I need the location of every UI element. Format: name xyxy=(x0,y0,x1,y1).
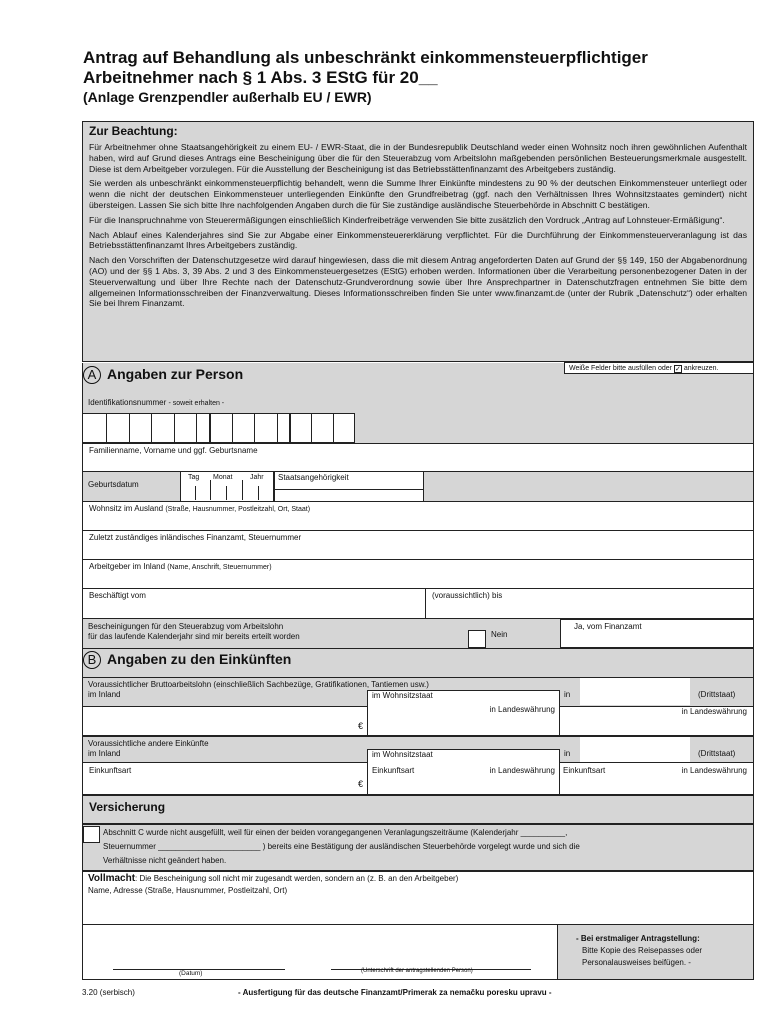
insurance-title: Versicherung xyxy=(89,800,166,814)
third-country-field[interactable] xyxy=(580,678,690,705)
tax-office-label: Zuletzt zuständiges inländisches Finanzamt, Steuernummer xyxy=(89,533,302,542)
checkmark-icon: ✓ xyxy=(675,366,681,373)
residence-field[interactable] xyxy=(82,501,754,531)
employed-from-field[interactable] xyxy=(82,588,426,619)
name-label: Familienname, Vorname und ggf. Geburtsname xyxy=(89,446,258,455)
birth-date-label: Geburtsdatum xyxy=(88,480,139,489)
gross-wage-domestic-field[interactable] xyxy=(82,706,368,736)
form-code: 3.20 (serbisch) xyxy=(82,988,135,997)
local-currency-label: in Landeswährung xyxy=(681,766,747,775)
residence-state-label: im Wohnsitzstaat xyxy=(372,750,433,759)
euro-label: € xyxy=(357,779,363,789)
nationality-field[interactable] xyxy=(274,472,424,502)
employed-from-label: Beschäftigt vom xyxy=(89,591,146,600)
year-label: Jahr xyxy=(250,474,264,481)
other-income-label: Voraussichtliche andere Einkünfte xyxy=(88,739,209,748)
note-paragraph: Für die Inanspruchnahme von Steuerermäßigungen einschließlich Kinderfreibeträge verwenden Sie bitte zusätzlich den Vordruck „Antrag auf Lohnsteuer-Ermäßigung“. xyxy=(89,214,725,225)
first-application-text: Personalausweises beifügen. - xyxy=(582,958,691,967)
other-income-residence-field[interactable] xyxy=(367,749,560,795)
footer-copy-note: - Ausfertigung für das deutsche Finanzamt/Primerak za nemačku poresku upravu - xyxy=(238,988,552,997)
name-field[interactable] xyxy=(82,443,754,472)
gross-wage-residence-field[interactable] xyxy=(367,690,560,736)
section-a-letter: A xyxy=(83,366,101,384)
id-number-label: Identifikationsnummer - soweit erhalten - xyxy=(88,398,225,407)
other-income-third-field[interactable] xyxy=(559,762,754,795)
employed-to-label: (voraussichtlich) bis xyxy=(432,591,503,600)
gross-wage-label: Voraussichtlicher Bruttoarbeitslohn (einschließlich Sachbezüge, Gratifikationen, Tantiemen usw.) xyxy=(88,680,429,689)
tax-office-field[interactable] xyxy=(82,530,754,560)
power-of-attorney-sub: Name, Adresse (Straße, Hausnummer, Postleitzahl, Ort) xyxy=(88,886,288,895)
third-country-label: (Drittstaat) xyxy=(698,690,736,699)
certificates-office-field[interactable] xyxy=(560,619,754,648)
section-a-title: Angaben zur Person xyxy=(107,366,244,382)
insurance-text: Verhältnisse nicht geändert haben. xyxy=(103,856,227,865)
insurance-box xyxy=(82,824,754,871)
income-type-label: Einkunftsart xyxy=(563,766,606,775)
domestic-label: im Inland xyxy=(88,749,121,758)
in-label: in xyxy=(564,690,571,699)
note-paragraph: Nach den Vorschriften der Datenschutzgesetze wird darauf hingewiesen, dass die mit diesem Antrag angeforderten Daten auf Grund der §§ 149, 150 der Abgabenordnung (AO) und der §§ 1 Abs. 3, 39 Abs. 2 und 3 des Einkommensteuergesetzes (EStG) erhoben werden. Informationen über die Verarbeitung personenbezogener Daten in der Steuerverwaltung und über Ihre Rechte nach der Datenschutz-Grundverordnung sowie über Ihre Ansprechpartner in Datenschutzfragen entnehmen Sie bitte dem allgemeinen Informationsschreiben der Finanzverwaltung. Dieses Informationsschreiben finden Sie unter www.finanzamt.de (unter der Rubrik „Datenschutz“) oder erhalten Sie bei Ihrem Finanzamt. xyxy=(89,255,747,309)
id-number-field[interactable] xyxy=(82,413,355,443)
signature-field[interactable] xyxy=(82,924,558,980)
form-title-line1: Antrag auf Behandlung als unbeschränkt einkommensteuerpflichtiger xyxy=(83,48,648,67)
employer-field[interactable] xyxy=(82,559,754,589)
day-label: Tag xyxy=(188,474,200,481)
date-label: (Datum) xyxy=(179,970,203,977)
month-label: Monat xyxy=(213,474,233,481)
domestic-label: im Inland xyxy=(88,690,121,699)
birth-date-field[interactable] xyxy=(180,472,273,502)
section-b-heading xyxy=(83,651,291,669)
first-application-title: - Bei erstmaliger Antragstellung: xyxy=(576,934,700,943)
insurance-text: Steuernummer _______________________ ) bereits eine Bestätigung der ausländischen Steuerbehörde vorgelegt wurde und sich die xyxy=(103,842,580,851)
note-heading: Zur Beachtung: xyxy=(89,124,178,138)
euro-label: € xyxy=(357,721,363,731)
in-label: in xyxy=(564,749,571,758)
section-b-letter: B xyxy=(83,651,101,669)
power-of-attorney-field[interactable] xyxy=(82,871,754,925)
income-type-label: Einkunftsart xyxy=(372,766,415,775)
insurance-checkbox[interactable] xyxy=(83,826,100,843)
other-income-domestic-field[interactable] xyxy=(82,762,368,795)
note-paragraph: Für Arbeitnehmer ohne Staatsangehörigkeit zu einem EU- / EWR-Staat, die in der Bundesrepublik Deutschland weder einen Wohnsitz noch ihren gewöhnlichen Aufenthalt haben, wird auf Grund dieses Antrags eine Bescheinigung über die für den Steuerabzug vom Arbeitslohn maßgebenden persönlichen Besteuerungsmerkmale ausgestellt. Diese ist dem Arbeitgeber vorzulegen. Für die Ausstellung der Bescheinigung ist das Betriebsstättenfinanzamt des Arbeitgebers zuständig. xyxy=(89,142,747,174)
section-b-title: Angaben zu den Einkünften xyxy=(107,651,292,667)
local-currency-label: in Landeswährung xyxy=(681,707,747,716)
fill-hint-text: Weiße Felder bitte ausfüllen oder xyxy=(569,365,672,372)
insurance-header xyxy=(82,795,754,824)
gross-wage-third-field[interactable] xyxy=(559,706,754,736)
employed-to-field[interactable] xyxy=(425,588,754,619)
form-title-line2: Arbeitnehmer nach § 1 Abs. 3 EStG für 20__ xyxy=(83,68,438,87)
local-currency-label: in Landeswährung xyxy=(489,705,555,714)
note-paragraph: Sie werden als unbeschränkt einkommensteuerpflichtig behandelt, wenn die Summe Ihrer Einkünfte mindestens zu 90 % der deutschen Einkommensteuer unterliegt oder wenn die nicht der deutschen Einkommensteuer unterliegenden Einkünfte den Grundfreibetrag (ggf. nach den Verhältnissen Ihres Wohnsitzstaates gemindert) nicht übersteigen. Lassen Sie sich bitte Ihre nachfolgenden Angaben durch die für Sie zuständige ausländische Steuerbehörde in Abschnitt C bestätigen. xyxy=(89,178,747,210)
first-application-note xyxy=(557,924,754,980)
section-a-heading xyxy=(83,366,243,384)
power-of-attorney-label: Vollmacht: Die Bescheinigung soll nicht mir zugesandt werden, sondern an (z. B. an den Arbeitgeber) xyxy=(88,873,459,884)
form-subtitle: (Anlage Grenzpendler außerhalb EU / EWR) xyxy=(83,89,372,105)
nationality-label: Staatsangehörigkeit xyxy=(278,473,349,482)
local-currency-label: in Landeswährung xyxy=(489,766,555,775)
insurance-text: Abschnitt C wurde nicht ausgefüllt, weil für einen der beiden vorangegangenen Veranlagungszeiträume (Kalenderjahr __________, xyxy=(103,828,568,837)
residence-label: Wohnsitz im Ausland (Straße, Hausnummer, Postleitzahl, Ort, Staat) xyxy=(89,504,311,513)
employer-label: Arbeitgeber im Inland (Name, Anschrift, Steuernummer) xyxy=(89,562,272,571)
first-application-text: Bitte Kopie des Reisepasses oder xyxy=(582,946,703,955)
yes-office-label: Ja, vom Finanzamt xyxy=(574,622,642,631)
residence-state-label: im Wohnsitzstaat xyxy=(372,691,433,700)
third-country-label: (Drittstaat) xyxy=(698,749,736,758)
income-type-label: Einkunftsart xyxy=(89,766,132,775)
certificates-label: Bescheinigungen für den Steuerabzug vom Arbeitslohn xyxy=(88,622,284,631)
certificates-no-checkbox[interactable] xyxy=(468,630,486,648)
fill-hint xyxy=(564,362,754,374)
no-label: Nein xyxy=(491,630,508,639)
certificates-label: für das laufende Kalenderjahr sind mir bereits erteilt worden xyxy=(88,632,300,641)
fill-hint-text: ankreuzen. xyxy=(683,365,719,372)
note-box xyxy=(82,121,754,362)
signer-label: (Unterschrift der antragstellenden Person) xyxy=(361,968,473,974)
third-country-field[interactable] xyxy=(580,737,690,762)
note-paragraph: Nach Ablauf eines Kalenderjahres sind Sie zur Abgabe einer Einkommensteuererklärung verpflichtet. Für die Durchführung der Einkommensteuerveranlagung ist das Betriebsstättenfinanzamt Ihres Arbeitgebers zuständig. xyxy=(89,229,747,251)
